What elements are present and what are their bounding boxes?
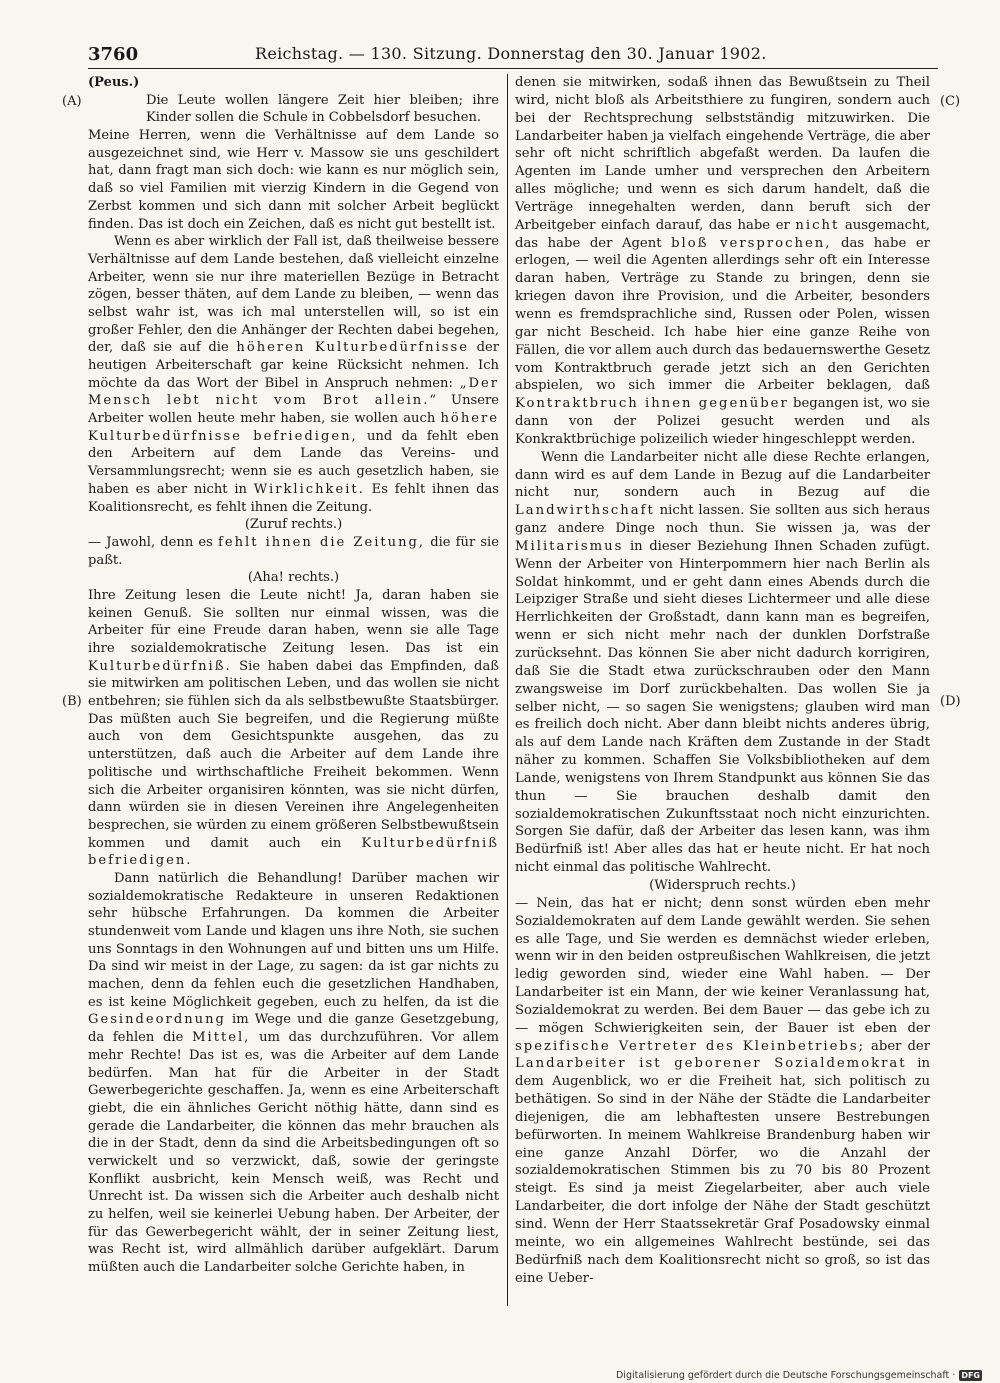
spaced-emphasis: Landwirthschaft [515, 503, 655, 519]
spaced-emphasis: Landarbeiter ist geborener Sozialdemokrat [515, 1056, 907, 1072]
text-run: nicht lassen. Sie sollten aus sich heraus ganz andere Dinge noch thun. Sie wissen ja, was der [515, 503, 930, 537]
text-run: begangen ist, wo sie dann von der Polizei gesucht werden und als Konkraktbrüchige polizeilich wieder hingeschleppt werden. [515, 396, 930, 447]
right-column [515, 74, 930, 1287]
spaced-emphasis: Militarismus [515, 538, 624, 554]
text-run: in dem Augenblick, wo er die Freiheit hat, sich politisch zu bethätigen. So sind in der Nähe der Städte die Landarbeiter diejenigen, die am lebhaftesten unsere Bestrebungen befürworten. In meinem Wahlkreise Brandenburg haben wir eine ganze Anzahl Dörfer, wo die Anzahl der sozialdemokratischen Stimmen bis zu 70 bis 80 Prozent steigt. Es sind ja meist Ziegelarbeiter, aber auch viele Landarbeiter, die dort infolge der Nähe der Stadt geschützt sind. Wenn der Herr Staatssekretär Graf Posadowsky einmal meinte, wo ein allgemeines Wahlrecht bestünde, sei das Bedürfniß nach dem Koalitionsrecht nicht so groß, so ist das eine Ueber- [515, 1056, 930, 1286]
text-run: aber der [871, 1038, 930, 1054]
text-run: Wenn die Landarbeiter nicht alle diese Rechte erlangen, dann wird es auf dem Lande in Bezug auf die Landarbeiter nicht nur, sondern auch in Bezug auf die [515, 449, 930, 501]
paragraph [88, 587, 499, 870]
spaced-emphasis: fehlt ihnen die Zeitung, [217, 534, 426, 550]
text-run: die für sie paßt. [88, 534, 499, 568]
text-run: in dieser Beziehung Ihnen Schaden zufügt. Wenn der Arbeiter von Hinterpommern hier nach Berlin als Soldat hinkommt, und er geht dann eines Abends durch die Leipziger Straße und sieht dieses Lichtermeer und alle diese Herrlichkeiten der Großstadt, dann kann man es begreifen, wenn er sich nicht mehr nach der dunklen Dorfstraße zurücksehnt. Das können Sie aber nicht dadurch korrigiren, daß Sie die Stadt etwa zurückschrauben oder den Mann zwangsweise im Dorf zurückbehalten. Das wollen Sie ja selber nicht, — so sagen Sie wenigstens; glauben wird man es freilich doch nicht. Aber dann bleibt nichts anderes übrig, als auf dem Lande nach Kräften dem Zustande in der Stadt näher zu kommen. Schaffen Sie Volksbibliotheken auf dem Lande, wenigstens von Ihrem Standpunkt aus können Sie das thun — Sie brauchen deshalb damit den sozialdemokratischen Zukunftsstaat noch nicht einzurichten. Sorgen Sie dafür, daß der Arbeiter das lesen kann, was ihm Bedürfniß ist! Aber alles das hat er heute nicht. Er hat noch nicht einmal das politische Wahlrecht. [515, 538, 930, 876]
text-run: Sie haben dabei das Empfinden, daß sie mitwirken am politischen Leben, und das wollen sie nicht entbehren; sie fühlen sich da als selbstbewußte Staatsbürger. Das müßten auch Sie begreifen, und die Regierung müßte auch von dem Gesichtspunkte ausgehen, das zu unterstützen, daß auch die Arbeiter auf dem Lande ihre politische und wirthschaftliche Freiheit bekommen. Wenn sich die Arbeiter organisiren könnten, was sie nicht dürfen, dann würden sie in diesen Vereinen ihre Angelegenheiten besprechen, sie würden zu einem größeren Selbstbewußtsein kommen und damit auch ein [88, 658, 499, 851]
text-run: — Jawohl, denn es [88, 534, 213, 550]
paragraph [515, 895, 930, 1288]
text-run: denen sie mitwirken, sodaß ihnen das Bewußtsein zu Theil wird, nicht bloß als Arbeitsthiere zu fungiren, sondern auch bei der Rechtsprechung selbstständig mitzuwirken. Die Landarbeiter haben ja vielfach eingehende Verträge, die aber sehr oft nicht schriftlich abgefaßt werden. Da laufen die Agenten im Lande umher und versprechen den Arbeitern alles mögliche; und wenn es sich darum handelt, daß die Verträge innegehalten werden, dann beruft sich der Arbeitgeber einfach darauf, das habe er [515, 75, 930, 233]
running-head: Reichstag. — 130. Sitzung. Donnerstag den 30. Januar 1902. [255, 44, 767, 63]
paragraph [88, 233, 499, 516]
spaced-emphasis: spezifische Vertreter des Kleinbetriebs; [515, 1038, 866, 1054]
left-column [88, 74, 499, 1277]
spaced-emphasis: höheren Kulturbedürfnisse [236, 340, 469, 356]
spaced-emphasis: nicht [795, 217, 840, 233]
column-rule [507, 74, 508, 1306]
paragraph [515, 74, 930, 449]
header-rule [88, 68, 938, 69]
dfg-logo: DFG [961, 1371, 980, 1380]
paragraph [88, 870, 499, 1277]
margin-marker-b: (B) [62, 694, 82, 709]
quoted-letter: Die Leute wollen längere Zeit hier bleiben; ihre Kinder sollen die Schule in Cobbelsdorf besuchen. [146, 92, 499, 126]
text-run: Wenn es aber wirklich der Fall ist, daß theilweise bessere Verhältnisse auf dem Lande bestehen, daß vielleicht einzelne Arbeiter, wenn sie nur ihre materiellen Bezüge in Betracht zögen, besser thäten, auf dem Lande zu bleiben, — wenn das selbst wahr ist, was ich mal unterstellen will, so ist ein großer Fehler, den die Anhänger der Rechten dabei begehen, der, daß sie auf die [88, 234, 499, 356]
paragraph [88, 534, 499, 569]
spaced-emphasis: höhere Kulturbedürfnisse befriedigen, [88, 411, 500, 444]
text-run: und da fehlt eben den Arbeitern auf dem Lande das Vereins- und Versammlungsrecht; wenn sie es auch gesetzlich haben, sie haben es aber nicht in [88, 428, 499, 497]
margin-marker-a: (A) [62, 94, 82, 109]
interjection: (Zuruf rechts.) [244, 517, 343, 533]
spaced-emphasis: Mittel, [192, 1030, 251, 1046]
text-run: ausgemacht, das habe der Agent [515, 217, 930, 251]
margin-marker-d: (D) [940, 694, 961, 709]
paragraph [515, 449, 930, 877]
digitization-footer [616, 1370, 982, 1381]
text-run: Dann natürlich die Behandlung! Darüber machen wir sozialdemokratische Redakteure in unseren Redaktionen sehr hübsche Erfahrungen. Da kommen die Arbeiter stundenweit vom Lande und klagen uns ihre Noth, sie suchen uns Sonntags in den Wohnungen auf und bitten uns um Hilfe. Da sind wir meist in der Lage, zu sagen: da ist gar nichts zu machen, denn da fehlen euch die gesetzlichen Handhaben, es ist keine Möglichkeit gegeben, euch zu helfen, da ist die [88, 870, 499, 1010]
spaced-emphasis: Gesindeordnung [88, 1012, 226, 1028]
text-run: der heutigen Arbeiterschaft gar keine Rücksicht nehmen. Ich möchte da das Wort der Bibel in Anspruch nehmen: [88, 340, 500, 391]
page-number: 3760 [88, 44, 139, 65]
spaced-emphasis: „Der Mensch lebt nicht vom Brot allein.“ [88, 375, 500, 409]
spaced-emphasis: Kulturbedürfniß. [88, 658, 232, 674]
spaced-emphasis: Kulturbedürfniß befriedigen. [88, 835, 499, 869]
spaced-emphasis: Kontraktbruch ihnen gegenüber [515, 396, 789, 412]
margin-marker-c: (C) [940, 94, 961, 109]
text-run: im Wege und die ganze Gesetzgebung, da fehlen die [88, 1012, 499, 1046]
footer-text: Digitalisierung gefördert durch die Deutsche Forschungsgemeinschaft · [615, 1370, 956, 1381]
text-run: um das durchzuführen. Vor allem mehr Rechte! Das ist es, was die Arbeiter auf dem Lande bedürfen. Man hat für die Arbeiter in der Stadt Gewerbegerichte geschaffen. Ja, wenn es eine Arbeiterschaft giebt, die ein ähnliches Gericht nöthig hätte, dann sind es gerade die Landarbeiter, die können das mehr brauchen als die in der Stadt, denn da sind die Arbeitsbedingungen oft so verwickelt und so verzwickt, daß, sowie der geringste Konflikt ausbricht, kein Mensch weiß, was Recht und Unrecht ist. Da wissen sich die Arbeiter auch deshalb nicht zu helfen, weil sie keinerlei Uebung haben. Der Arbeiter, der für das Gewerbegericht wählt, der in seiner Zeitung liest, was Recht ist, wird allmählich darüber aufgeklärt. Darum müßten auch die Landarbeiter solche Gerichte haben, in [88, 1030, 499, 1276]
speaker-label: (Peus.) [88, 75, 140, 90]
text-run: Ihre Zeitung lesen die Leute nicht! Ja, daran haben sie keinen Genuß. Sie sollten nur einmal wissen, was die Arbeiter für eine Freude daran haben, wenn sie alle Tage ihre sozialdemokratische Zeitung lesen. Das ist ein [88, 587, 499, 656]
spaced-emphasis: Wirklichkeit. [253, 481, 365, 497]
spaced-emphasis: bloß versprochen, [671, 235, 832, 251]
interjection: (Widerspruch rechts.) [649, 877, 796, 893]
text-run: Es fehlt ihnen das Koalitionsrecht, es fehlt ihnen die Zeitung. [88, 481, 499, 515]
interjection: (Aha! rechts.) [247, 570, 340, 586]
text-run: — Nein, das hat er nicht; denn sonst würden eben mehr Sozialdemokraten auf dem Lande gewählt werden. Sie sehen es alle Tage, und Sie werden es demnächst wieder erleben, wenn wir in den beiden ostpreußischen Wahlkreisen, die jetzt ledig geworden sind, wieder eine Wahl haben. — Der Landarbeiter ist ein Mann, der wie keiner Veranlassung hat, Sozialdemokrat zu werden. Bei dem Bauer — das gebe ich zu — mögen Schwierigkeiten sein, der Bauer ist eben der [515, 895, 930, 1036]
text-run: Unsere Arbeiter wollen heute mehr haben, sie wollen auch [88, 393, 499, 427]
text-run: das habe er erlogen, — weil die Agenten allerdings sehr oft ein Interesse daran haben, Verträge zu Stande zu bringen, denn sie kriegen davon ihre Provision, und die Arbeiter, besonders wenn es fremdsprachliche sind, Russen oder Polen, wissen gar nicht Bescheid. Ich habe hier eine ganze Reihe von Fällen, die vor allem auch durch das bedauernswerthe Gesetz vom Kontraktbruch gerade jetzt sich an den Gerichten abspielen, wo sich immer die Arbeiter beklagen, daß [515, 235, 930, 394]
paragraph: Meine Herren, wenn die Verhältnisse auf dem Lande so ausgezeichnet sind, wie Herr v. Massow sie uns geschildert hat, dann fragt man sich doch: wie kann es nur möglich sein, daß so viel Familien mit vierzig Kindern in die Gegend von Zerbst kommen und sich dann mit solcher Arbeit beglückt finden. Das ist doch ein Zeichen, daß es nicht gut bestellt ist. [88, 128, 499, 232]
